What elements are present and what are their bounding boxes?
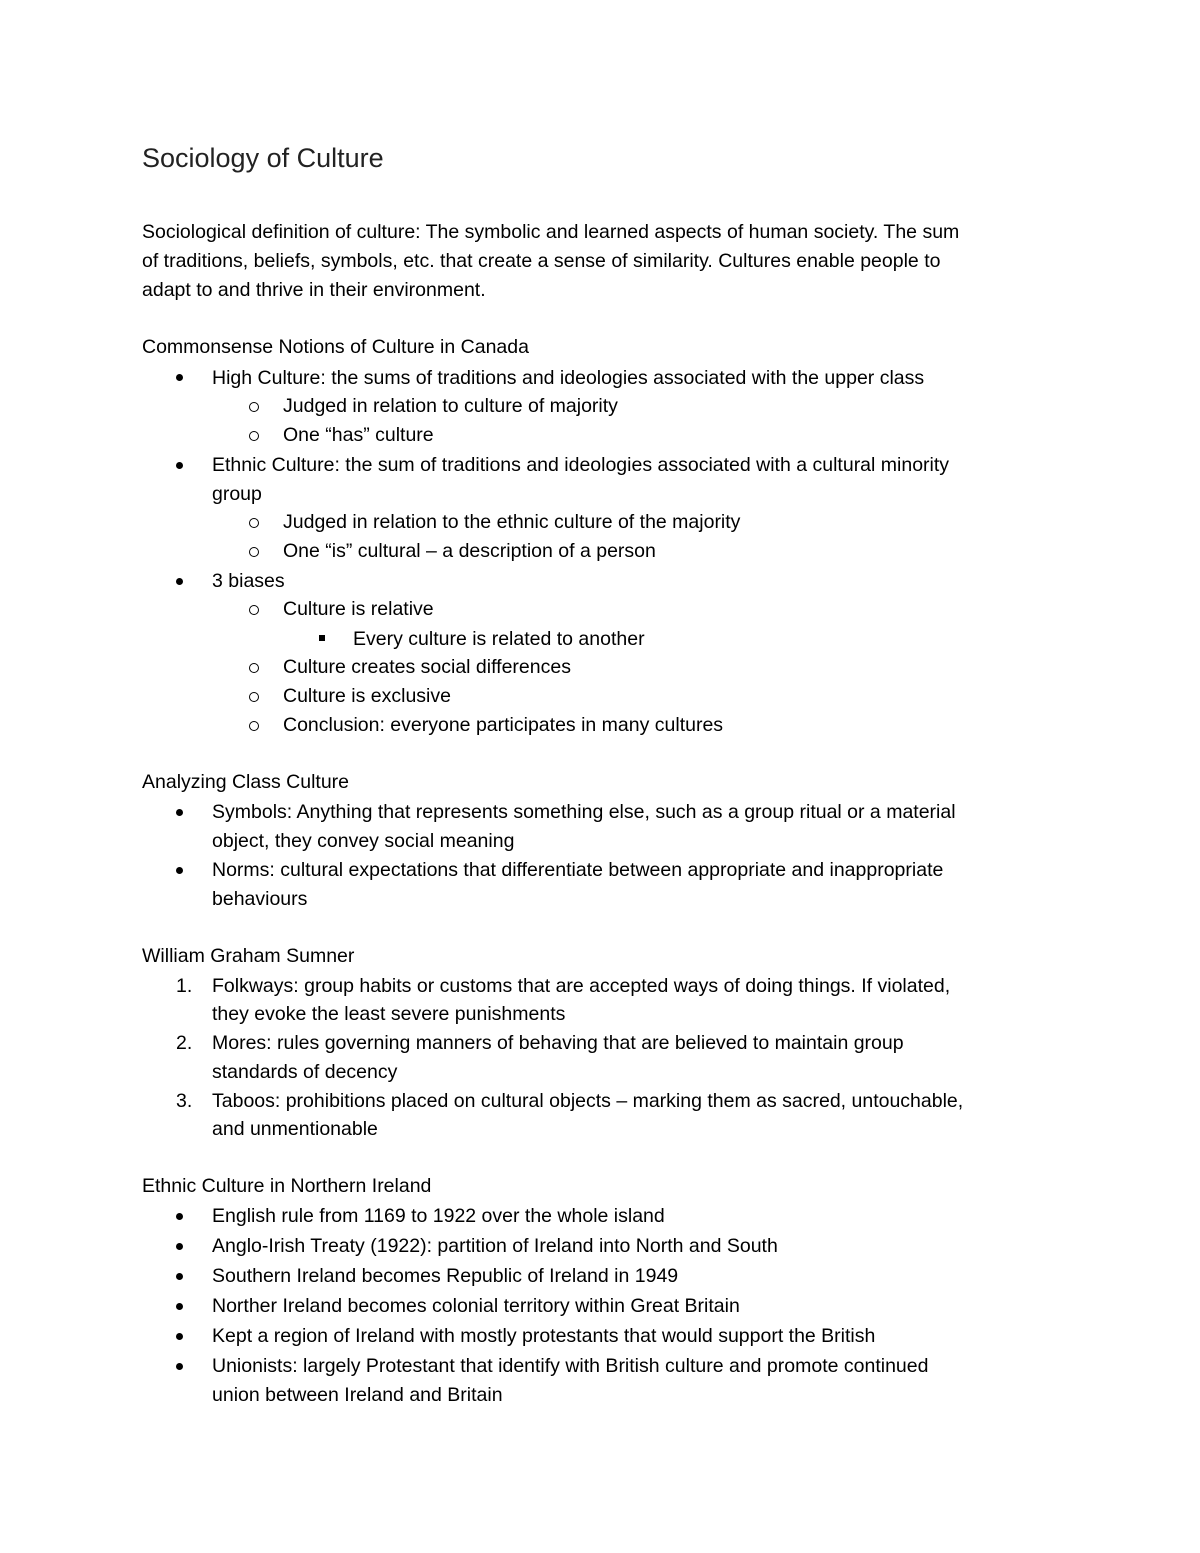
list-number-3: 3.: [176, 1090, 193, 1112]
list-item-ireland-3: Southern Ireland becomes Republic of Ireland in 1949: [212, 1265, 679, 1287]
bullet-circle-icon: [249, 547, 259, 557]
definition-line-1: Sociological definition of culture: The symbolic and learned aspects of human society. The sum: [142, 221, 960, 243]
list-item-high-culture: High Culture: the sums of traditions and ideologies associated with the upper class: [212, 367, 925, 389]
bullet-dot-icon: [176, 1333, 183, 1340]
list-item-norms-line-1: Norms: cultural expectations that differentiate between appropriate and inappropriate: [212, 859, 944, 881]
list-item-ireland-4: Norther Ireland becomes colonial territory within Great Britain: [212, 1295, 740, 1317]
bullet-dot-icon: [176, 1303, 183, 1310]
list-item-bias-1-sub: Every culture is related to another: [353, 628, 645, 650]
bullet-dot-icon: [176, 1363, 183, 1370]
list-item-bias-4: Conclusion: everyone participates in many cultures: [283, 714, 724, 736]
section-heading-class-culture: Analyzing Class Culture: [142, 771, 350, 793]
list-item-ireland-2: Anglo-Irish Treaty (1922): partition of Ireland into North and South: [212, 1235, 778, 1257]
definition-line-2: of traditions, beliefs, symbols, etc. that create a sense of similarity. Cultures enable people to: [142, 250, 941, 272]
bullet-dot-icon: [176, 1273, 183, 1280]
section-heading-sumner: William Graham Sumner: [142, 945, 355, 967]
bullet-circle-icon: [249, 431, 259, 441]
list-item-ethnic-culture-line-2: group: [212, 483, 262, 505]
list-item-high-sub-1: Judged in relation to culture of majority: [283, 395, 618, 417]
bullet-dot-icon: [176, 462, 183, 469]
list-item-ireland-6-line-2: union between Ireland and Britain: [212, 1384, 503, 1406]
list-number-2: 2.: [176, 1032, 193, 1054]
bullet-square-icon: [319, 635, 325, 641]
list-item-biases: 3 biases: [212, 570, 285, 592]
list-item-symbols-line-2: object, they convey social meaning: [212, 830, 515, 852]
bullet-dot-icon: [176, 1243, 183, 1250]
list-item-ireland-6-line-1: Unionists: largely Protestant that identify with British culture and promote continued: [212, 1355, 929, 1377]
bullet-dot-icon: [176, 809, 183, 816]
list-item-taboos-line-2: and unmentionable: [212, 1118, 378, 1140]
list-number-1: 1.: [176, 975, 193, 997]
definition-line-3: adapt to and thrive in their environment.: [142, 279, 486, 301]
list-item-folkways-line-1: Folkways: group habits or customs that are accepted ways of doing things. If violated,: [212, 975, 951, 997]
bullet-circle-icon: [249, 518, 259, 528]
list-item-ethnic-sub-2: One “is” cultural – a description of a person: [283, 540, 656, 562]
list-item-bias-1: Culture is relative: [283, 598, 434, 620]
bullet-circle-icon: [249, 402, 259, 412]
list-item-norms-line-2: behaviours: [212, 888, 308, 910]
page-title: Sociology of Culture: [142, 143, 384, 173]
list-item-folkways-line-2: they evoke the least severe punishments: [212, 1003, 566, 1025]
bullet-circle-icon: [249, 692, 259, 702]
list-item-ethnic-culture-line-1: Ethnic Culture: the sum of traditions and ideologies associated with a cultural minority: [212, 454, 950, 476]
list-item-mores-line-1: Mores: rules governing manners of behaving that are believed to maintain group: [212, 1032, 904, 1054]
bullet-circle-icon: [249, 721, 259, 731]
list-item-high-sub-2: One “has” culture: [283, 424, 434, 446]
list-item-symbols-line-1: Symbols: Anything that represents something else, such as a group ritual or a material: [212, 801, 956, 823]
list-item-mores-line-2: standards of decency: [212, 1061, 398, 1083]
section-heading-commonsense: Commonsense Notions of Culture in Canada: [142, 336, 529, 358]
bullet-circle-icon: [249, 605, 259, 615]
list-item-ethnic-sub-1: Judged in relation to the ethnic culture of the majority: [283, 511, 741, 533]
bullet-dot-icon: [176, 1213, 183, 1220]
list-item-ireland-1: English rule from 1169 to 1922 over the whole island: [212, 1205, 665, 1227]
list-item-taboos-line-1: Taboos: prohibitions placed on cultural objects – marking them as sacred, untouchable,: [212, 1090, 964, 1112]
bullet-dot-icon: [176, 578, 183, 585]
list-item-bias-3: Culture is exclusive: [283, 685, 451, 707]
list-item-ireland-5: Kept a region of Ireland with mostly protestants that would support the British: [212, 1325, 876, 1347]
list-item-bias-2: Culture creates social differences: [283, 656, 571, 678]
bullet-dot-icon: [176, 867, 183, 874]
bullet-circle-icon: [249, 663, 259, 673]
section-heading-northern-ireland: Ethnic Culture in Northern Ireland: [142, 1175, 432, 1197]
bullet-dot-icon: [176, 374, 183, 381]
